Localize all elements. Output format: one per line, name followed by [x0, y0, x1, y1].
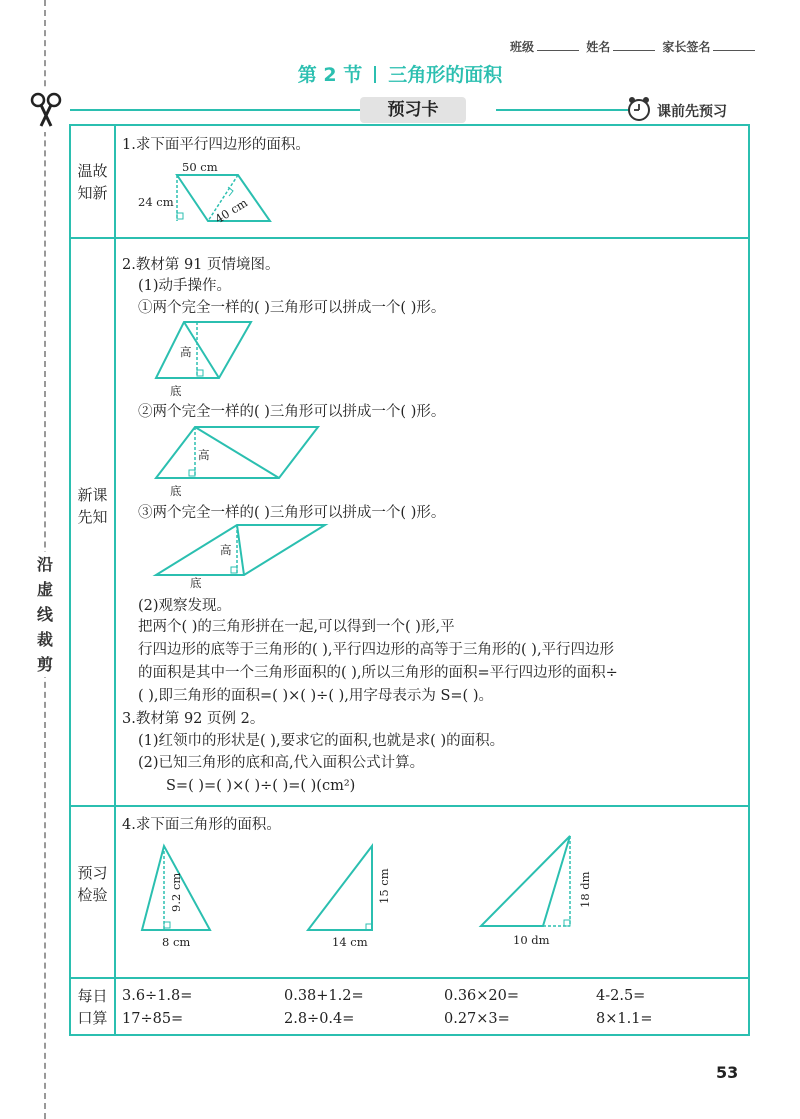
- column-divider: [114, 124, 116, 1036]
- q1-text: 1.求下面平行四边形的面积。: [122, 137, 310, 153]
- q4-t1-height: 9.2 cm: [169, 872, 183, 912]
- q4-triangle-2: [300, 840, 410, 955]
- fig3-base-label: 底: [190, 576, 202, 590]
- page-number: 53: [716, 1063, 739, 1082]
- q4-t3-height: 18 dm: [578, 871, 592, 908]
- section-number: 第 2 节: [297, 64, 363, 86]
- q4-triangle-3: [475, 830, 615, 955]
- q2-observation-1[interactable]: 把两个( )的三角形拼在一起,可以得到一个( )形,平: [138, 619, 455, 635]
- q3-line2: (2)已知三角形的底和高,代入面积公式计算。: [138, 755, 425, 771]
- triangles-figure-3: [150, 523, 330, 593]
- q2-line3[interactable]: ③两个完全一样的( )三角形可以拼成一个( )形。: [138, 505, 446, 521]
- row-divider-1: [69, 237, 750, 239]
- name-label: 姓名: [586, 40, 611, 54]
- alarm-clock-icon: [624, 94, 654, 124]
- q4-t3-base: 10 dm: [513, 933, 550, 947]
- scissors-icon: [24, 88, 68, 132]
- fig3-height-label: 高: [220, 543, 232, 557]
- daily-r2-c1[interactable]: 17÷85=: [122, 1011, 184, 1027]
- daily-r1-c4[interactable]: 4-2.5=: [596, 988, 646, 1004]
- q1-diag-label: 40 cm: [212, 195, 251, 227]
- q2-intro: 2.教材第 91 页情境图。: [122, 257, 280, 273]
- q2-part2: (2)观察发现。: [138, 598, 232, 614]
- q4-text: 4.求下面三角形的面积。: [122, 817, 281, 833]
- daily-r1-c1[interactable]: 3.6÷1.8=: [122, 988, 193, 1004]
- fig2-height-label: 高: [198, 448, 210, 462]
- q3-formula[interactable]: S=( )=( )×( )÷( )=( )(cm²): [166, 778, 356, 794]
- fig1-base-label: 底: [170, 384, 182, 398]
- row-divider-3: [69, 977, 750, 979]
- q4-triangle-1: [130, 840, 270, 955]
- triangles-figure-1: [150, 318, 260, 398]
- fig1-height-label: 高: [180, 345, 192, 359]
- student-info-bar: [510, 38, 758, 55]
- parent-sign-blank[interactable]: [713, 50, 755, 51]
- section-check-label: 预习 检验: [77, 864, 108, 904]
- class-blank[interactable]: [537, 50, 579, 51]
- q1-left-label: 24 cm: [138, 195, 174, 209]
- q2-observation-4[interactable]: ( ),即三角形的面积=( )×( )÷( ),用字母表示为 S=( )。: [138, 688, 493, 704]
- q2-line2[interactable]: ②两个完全一样的( )三角形可以拼成一个( )形。: [138, 404, 446, 420]
- q4-t2-base: 14 cm: [332, 935, 368, 949]
- name-blank[interactable]: [613, 50, 655, 51]
- section-new-label: 新课 先知: [77, 486, 108, 526]
- cut-label: 沿 虚 线 裁 剪: [36, 552, 54, 677]
- q4-t1-base: 8 cm: [162, 935, 191, 949]
- q4-t2-height: 15 cm: [377, 868, 391, 904]
- class-label: 班级: [510, 40, 535, 54]
- q2-part1: (1)动手操作。: [138, 278, 232, 294]
- daily-r2-c4[interactable]: 8×1.1=: [596, 1011, 653, 1027]
- q3-line1[interactable]: (1)红领巾的形状是( ),要求它的面积,也就是求( )的面积。: [138, 733, 505, 749]
- daily-r1-c3[interactable]: 0.36×20=: [444, 988, 520, 1004]
- section-title: 三角形的面积: [388, 64, 503, 86]
- section-daily-label: 每日 口算: [77, 987, 108, 1027]
- parallelogram-figure: [130, 158, 290, 233]
- fig2-base-label: 底: [170, 484, 182, 498]
- pre-study-tag: 课前先预习: [657, 104, 727, 120]
- q2-observation-2[interactable]: 行四边形的底等于三角形的( ),平行四边形的高等于三角形的( ),平行四边形: [138, 642, 615, 658]
- triangles-figure-2: [150, 423, 325, 503]
- title-separator: [374, 66, 376, 83]
- q2-line1[interactable]: ①两个完全一样的( )三角形可以拼成一个( )形。: [138, 300, 446, 316]
- row-divider-2: [69, 805, 750, 807]
- q3-intro: 3.教材第 92 页例 2。: [122, 711, 265, 727]
- daily-r2-c2[interactable]: 2.8÷0.4=: [284, 1011, 355, 1027]
- daily-r1-c2[interactable]: 0.38+1.2=: [284, 988, 364, 1004]
- preview-card-label: 预习卡: [360, 97, 466, 123]
- page-title: [0, 60, 800, 87]
- section-review-label: 温故 知新: [77, 162, 108, 202]
- parent-sign-label: 家长签名: [662, 40, 711, 54]
- q1-top-label: 50 cm: [182, 160, 218, 174]
- q2-observation-3[interactable]: 的面积是其中一个三角形面积的( ),所以三角形的面积=平行四边形的面积÷: [138, 665, 618, 681]
- daily-r2-c3[interactable]: 0.27×3=: [444, 1011, 510, 1027]
